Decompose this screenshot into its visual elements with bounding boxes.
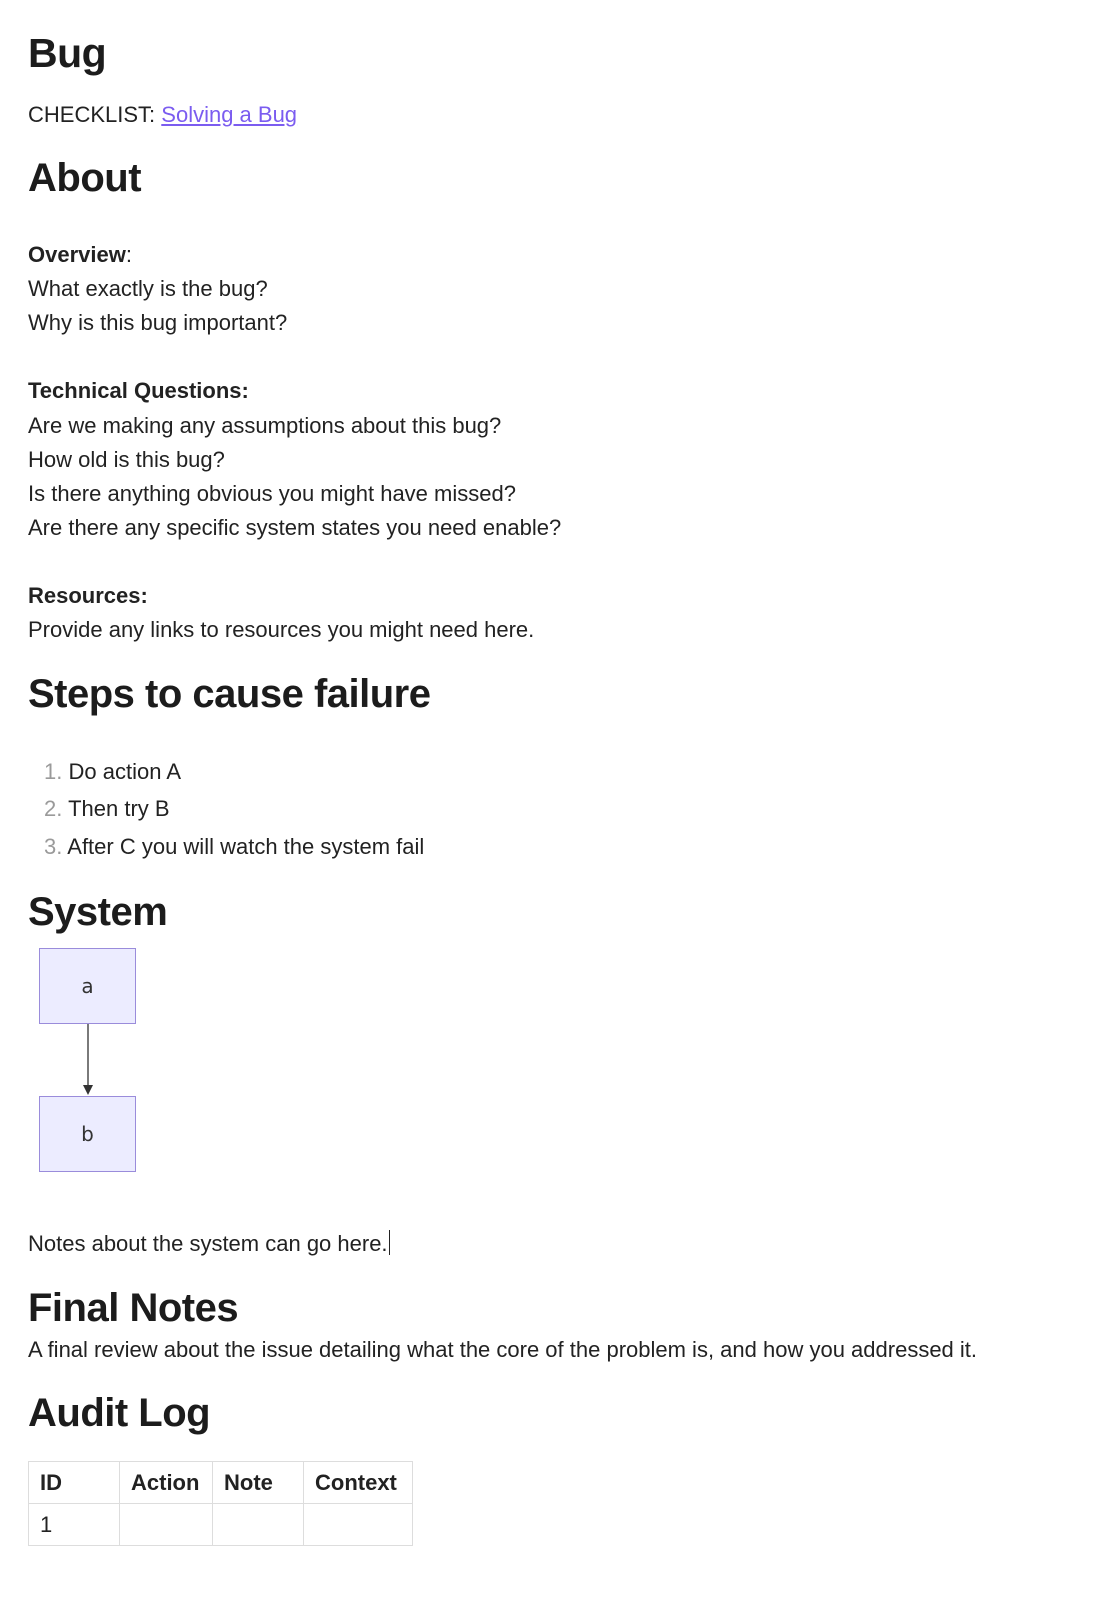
list-item-text: Then try B (68, 796, 170, 821)
system-heading: System (28, 890, 168, 934)
diagram-node-b[interactable]: b (39, 1096, 136, 1172)
page-title: Bug (28, 30, 107, 76)
system-notes-text: Notes about the system can go here. (28, 1231, 388, 1256)
text-cursor (389, 1230, 390, 1255)
overview-line: What exactly is the bug? (28, 276, 268, 301)
overview-colon: : (125, 242, 132, 267)
list-number: 3. (44, 834, 63, 859)
technical-question-line: How old is this bug? (28, 447, 225, 472)
final-notes-heading: Final Notes (28, 1286, 239, 1330)
list-item-text: Do action A (68, 759, 181, 784)
resources-label: Resources: (28, 583, 148, 608)
table-row (29, 1504, 413, 1546)
list-item (44, 833, 424, 861)
technical-question-line: Are we making any assumptions about this bug? (28, 413, 502, 438)
overview-line: Why is this bug important? (28, 310, 288, 335)
list-number: 1. (44, 759, 63, 784)
column-header-id[interactable]: ID (29, 1462, 120, 1504)
table-cell-context[interactable] (304, 1504, 413, 1546)
diagram-node-a[interactable]: a (39, 948, 136, 1024)
resources-line: Provide any links to resources you might need here. (28, 617, 535, 642)
steps-heading: Steps to cause failure (28, 672, 431, 716)
audit-log-table (28, 1461, 413, 1546)
technical-questions-label: Technical Questions: (28, 378, 249, 403)
list-item (44, 795, 170, 823)
list-item-text: After C you will watch the system fail (67, 834, 425, 859)
audit-log-heading: Audit Log (28, 1391, 211, 1435)
column-header-context[interactable]: Context (304, 1462, 413, 1504)
list-item (44, 758, 181, 786)
technical-question-line: Is there anything obvious you might have missed? (28, 481, 516, 506)
column-header-action[interactable]: Action (120, 1462, 213, 1504)
system-notes[interactable] (28, 1230, 390, 1258)
table-header-row (29, 1462, 413, 1504)
final-notes-text: A final review about the issue detailing what the core of the problem is, and how you addressed it. (28, 1337, 978, 1362)
table-cell-action[interactable] (120, 1504, 213, 1546)
checklist-link[interactable]: Solving a Bug (161, 102, 298, 127)
checklist-prefix: CHECKLIST: (28, 102, 156, 127)
table-cell-id[interactable]: 1 (29, 1504, 120, 1546)
technical-question-line: Are there any specific system states you need enable? (28, 515, 562, 540)
system-diagram (28, 946, 168, 1176)
table-cell-note[interactable] (213, 1504, 304, 1546)
overview-label-line (28, 241, 132, 269)
list-number: 2. (44, 796, 63, 821)
checklist-line (28, 101, 297, 129)
column-header-note[interactable]: Note (213, 1462, 304, 1504)
overview-label: Overview (28, 242, 126, 267)
about-heading: About (28, 156, 142, 200)
